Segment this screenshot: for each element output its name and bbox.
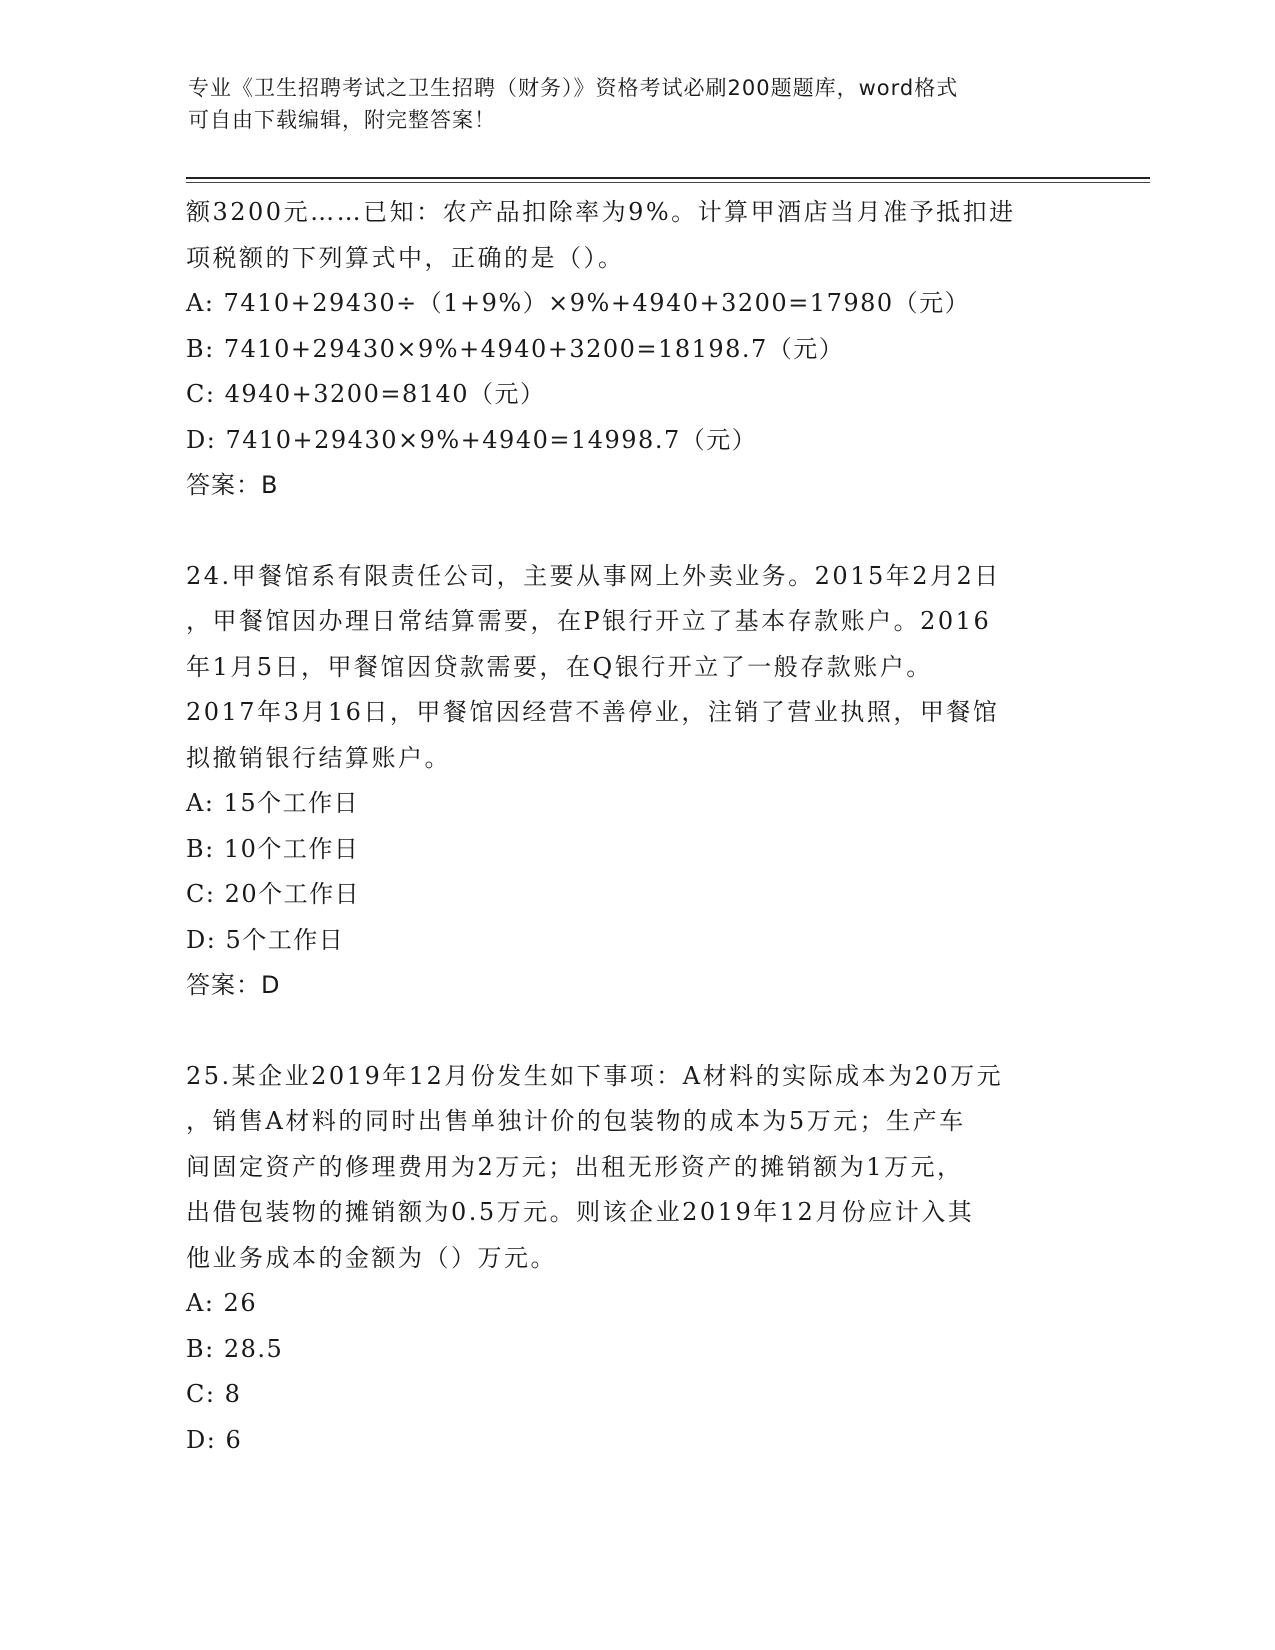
spacer: [186, 1009, 1086, 1054]
header-rule-thin: [186, 182, 1150, 183]
header-line-2: 可自由下载编辑，附完整答案！: [188, 108, 496, 132]
answer-line: 答案：D: [186, 971, 281, 999]
header-rule-thick: [186, 177, 1150, 179]
document-header: [188, 72, 1088, 136]
option-d: D: 5个工作日: [186, 925, 345, 954]
question-24: [186, 554, 1086, 1009]
option-c: C: 20个工作日: [186, 880, 361, 908]
question-23-text-line: 额3200元……已知：农产品扣除率为9%。计算甲酒店当月准予抵扣进: [186, 198, 1016, 226]
question-25-text-line: 他业务成本的金额为（）万元。: [186, 1243, 557, 1272]
question-24-text-line: 年1月5日，甲餐馆因贷款需要，在Q银行开立了一般存款账户。: [186, 652, 933, 681]
question-24-text-line: 24.甲餐馆系有限责任公司，主要从事网上外卖业务。2015年2月2日: [186, 561, 1001, 590]
document-body: [186, 190, 1086, 1463]
question-23-text-line: 项税额的下列算式中，正确的是（）。: [186, 243, 625, 272]
header-line-1: 专业《卫生招聘考试之卫生招聘（财务）》资格考试必刷200题题库，word格式: [188, 76, 959, 100]
question-25-text-line: 间固定资产的修理费用为2万元；出租无形资产的摊销额为1万元，: [186, 1152, 964, 1181]
question-23-continued: [186, 190, 1086, 509]
question-25-text-line: 出借包装物的摊销额为0.5万元。则该企业2019年12月份应计入其: [186, 1198, 975, 1226]
option-d: D: 6: [186, 1425, 243, 1454]
question-24-text-line: 2017年3月16日，甲餐馆因经营不善停业，注销了营业执照，甲餐馆: [186, 698, 1000, 726]
question-25-text-line: 25.某企业2019年12月份发生如下事项：A材料的实际成本为20万元: [186, 1061, 1004, 1090]
option-b: B: 28.5: [186, 1334, 284, 1363]
option-a: A: 15个工作日: [186, 789, 360, 817]
question-24-text-line: 拟撤销银行结算账户。: [186, 743, 451, 772]
question-24-text-line: ，甲餐馆因办理日常结算需要，在P银行开立了基本存款账户。2016: [186, 607, 992, 635]
option-c: C: 4940+3200=8140（元）: [186, 380, 546, 408]
option-a: A: 26: [186, 1289, 258, 1317]
question-25-text-line: ，销售A材料的同时出售单独计价的包装物的成本为5万元；生产车: [186, 1107, 966, 1135]
option-b: B: 7410+29430×9%+4940+3200=18198.7（元）: [186, 334, 845, 363]
option-c: C: 8: [186, 1380, 242, 1408]
spacer: [186, 509, 1086, 554]
option-b: B: 10个工作日: [186, 834, 360, 863]
option-d: D: 7410+29430×9%+4940=14998.7（元）: [186, 425, 758, 454]
question-25: [186, 1054, 1086, 1464]
answer-line: 答案：B: [186, 471, 279, 499]
option-a: A: 7410+29430÷（1+9%）×9%+4940+3200=17980（元）: [186, 289, 971, 317]
